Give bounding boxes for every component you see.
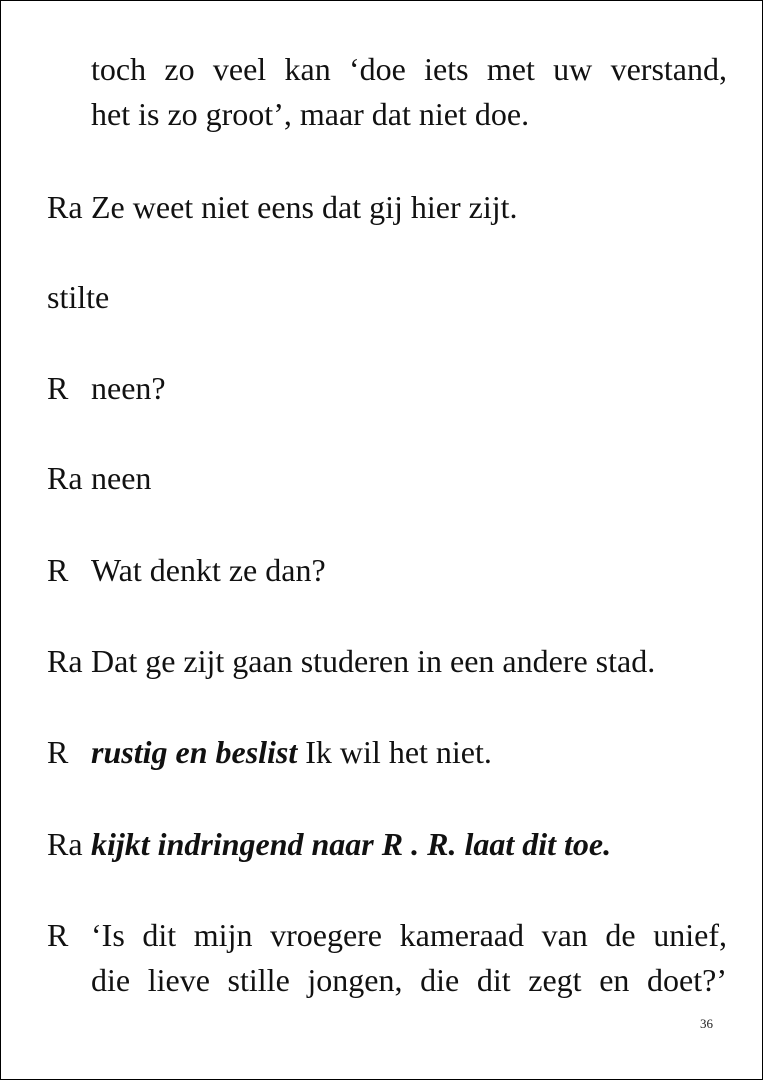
- page-number: 36: [700, 1016, 713, 1031]
- dialogue-text: neen?: [91, 370, 166, 406]
- speaker-label: Ra: [47, 189, 83, 225]
- speaker-label: Ra: [47, 643, 83, 679]
- speaker-label: R: [47, 370, 69, 406]
- dialogue-text: neen: [91, 460, 152, 496]
- speaker-label: R: [47, 917, 69, 953]
- dialogue-text-rest: Ik wil het niet.: [297, 734, 492, 770]
- speaker-label: Ra: [47, 460, 83, 496]
- dialogue-text: die lieve stille jongen, die dit zegt en doet?’: [91, 962, 727, 998]
- stage-direction: rustig en beslist: [91, 734, 298, 770]
- speaker-label: Ra: [47, 826, 83, 862]
- dialogue-text: het is zo groot’, maar dat niet doe.: [91, 96, 530, 132]
- dialogue-text: toch zo veel kan ‘doe iets met uw verstand,: [91, 51, 727, 87]
- dialogue-text: Wat denkt ze dan?: [91, 552, 326, 588]
- dialogue-text: Dat ge zijt gaan studeren in een andere stad.: [91, 643, 656, 679]
- dialogue-text: [91, 736, 492, 768]
- speaker-label: R: [47, 552, 69, 588]
- dialogue-text: ‘Is dit mijn vroegere kameraad van de unief,: [91, 917, 727, 953]
- stage-note-text: stilte: [47, 279, 110, 315]
- speaker-label: R: [47, 734, 69, 770]
- stage-direction: kijkt indringend naar R . R. laat dit toe.: [91, 826, 612, 862]
- dialogue-text: Ze weet niet eens dat gij hier zijt.: [91, 189, 518, 225]
